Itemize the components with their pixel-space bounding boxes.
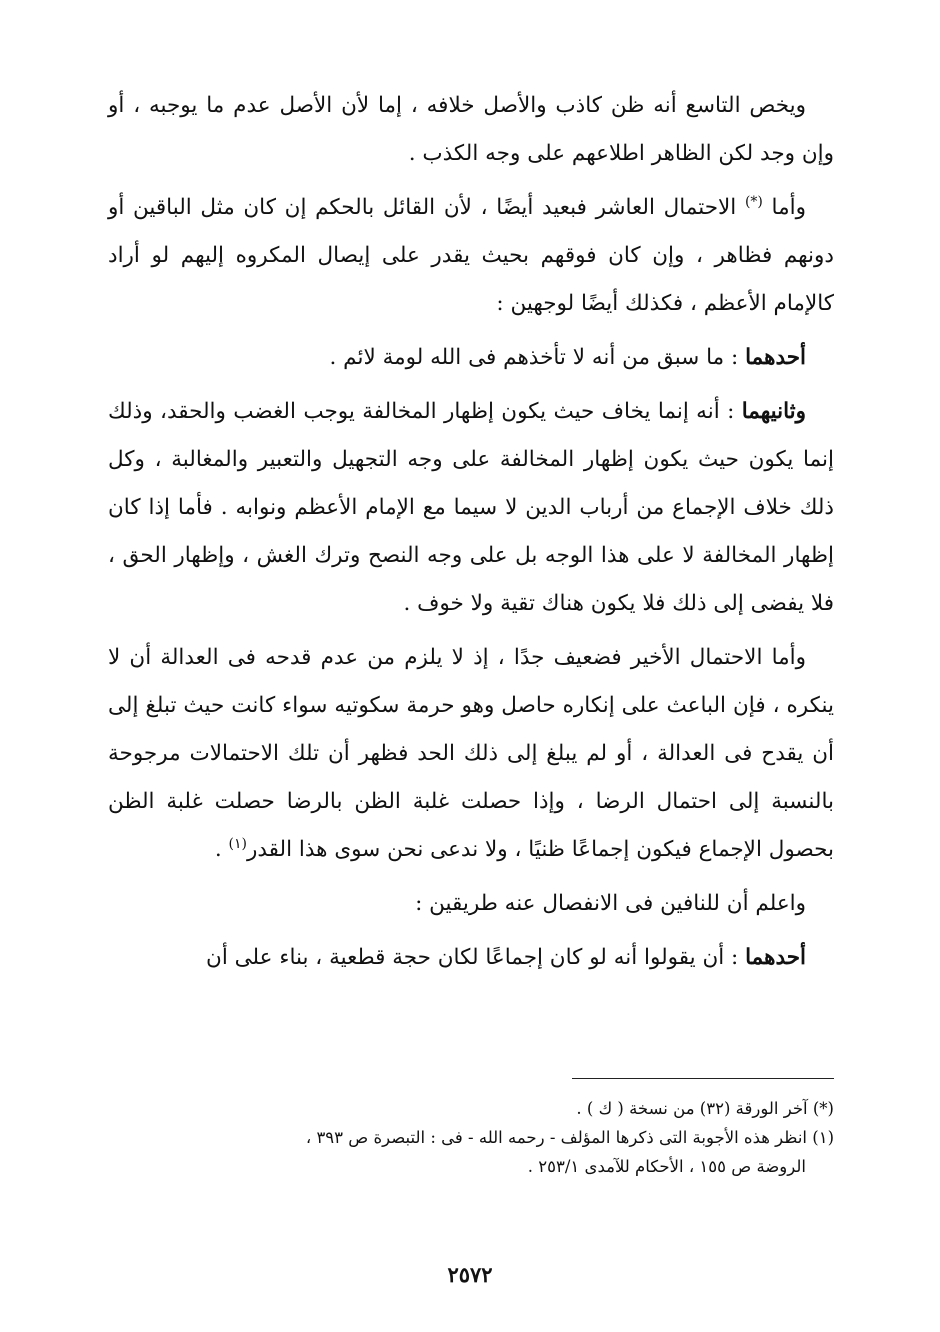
paragraph-text: : أنه إنما يخاف حيث يكون إظهار المخالفة يوجب الغضب والحقد، وذلك إنما يكون حيث يكون إظهار المخالفة على وجه التجهيل والتعبير والمغالبة ، وكل ذلك خلاف الإجماع من أرباب الدين لا سيما مع الإمام الأعظم ونوابه . فأما إذا كان إظهار المخالفة لا على هذا الوجه بل على وجه النصح وترك الغش ، وإظهار الحق ، فلا يفضى إلى ذلك فلا يكون هناك تقية ولا خوف . xyxy=(108,399,834,616)
page-number: ٢٥٧٢ xyxy=(447,1262,493,1287)
paragraph-6 xyxy=(108,880,834,928)
footnote-reference: (١) xyxy=(228,835,247,852)
paragraph-text: ويخص التاسع أنه ظن كاذب والأصل خلافه ، إما لأن الأصل عدم ما يوجبه ، أو وإن وجد لكن الظاهر اطلاعهم على وجه الكذب . xyxy=(108,93,834,166)
paragraph-4 xyxy=(108,388,834,628)
paragraph-text: وأما الاحتمال الأخير فضعيف جدًا ، إذ لا يلزم من عدم قدحه فى العدالة أن لا ينكره ، فإن الباعث على إنكاره حاصل وهو حرمة سكوتيه سواء كانت حيث تبلغ إلى أن يقدح فى العدالة ، أو لم يبلغ إلى ذلك الحد فظهر أن تلك الاحتمالات مرجوحة بالنسبة إلى احتمال الرضا ، وإذا حصلت غلبة الظن بالرضا حصلت غلبة الظن بحصول الإجماع فيكون إجماعًا ظنيًا ، ولا ندعى نحن سوى هذا القدر xyxy=(108,645,834,862)
footnote-1: (١) انظر هذه الأجوبة التى ذكرها المؤلف - رحمه الله - فى : التبصرة ص ٣٩٣ ، xyxy=(305,1128,834,1147)
paragraph-tail: . xyxy=(214,837,229,862)
paragraph-text: : أن يقولوا أنه لو كان إجماعًا لكان حجة قطعية ، بناء على أن xyxy=(206,945,746,970)
paragraph-text: : ما سبق من أنه لا تأخذهم فى الله لومة لائم . xyxy=(329,345,746,370)
paragraph-lead: وثانيهما xyxy=(741,399,806,424)
footnote-1-continued: الروضة ص ١٥٥ ، الأحكام للآمدى ٢٥٣/١ . xyxy=(527,1157,806,1176)
footnotes xyxy=(108,1094,834,1181)
folio-marker: (*) xyxy=(744,193,763,210)
paragraph-3 xyxy=(108,334,834,382)
main-text xyxy=(108,82,834,988)
paragraph-pre: وأما xyxy=(762,195,806,220)
paragraph-2 xyxy=(108,184,834,328)
paragraph-text: واعلم أن للنافين فى الانفصال عنه طريقين : xyxy=(415,891,806,916)
paragraph-text: الاحتمال العاشر فبعيد أيضًا ، لأن القائل بالحكم إن كان مثل الباقين أو دونهم فظاهر ، وإن كان فوقهم بحيث يقدر على إيصال المكروه إليهم لو أراد كالإمام الأعظم ، فكذلك أيضًا لوجهين : xyxy=(108,195,834,316)
paragraph-7 xyxy=(108,934,834,982)
paragraph-lead: أحدهما xyxy=(745,345,806,370)
paragraph-1 xyxy=(108,82,834,178)
paragraph-5 xyxy=(108,634,834,874)
paragraph-lead: أحدهما xyxy=(745,945,806,970)
footnote-separator xyxy=(572,1078,834,1079)
footnote-star: (*) آخر الورقة (٣٢) من نسخة ( ك ) . xyxy=(576,1099,834,1118)
